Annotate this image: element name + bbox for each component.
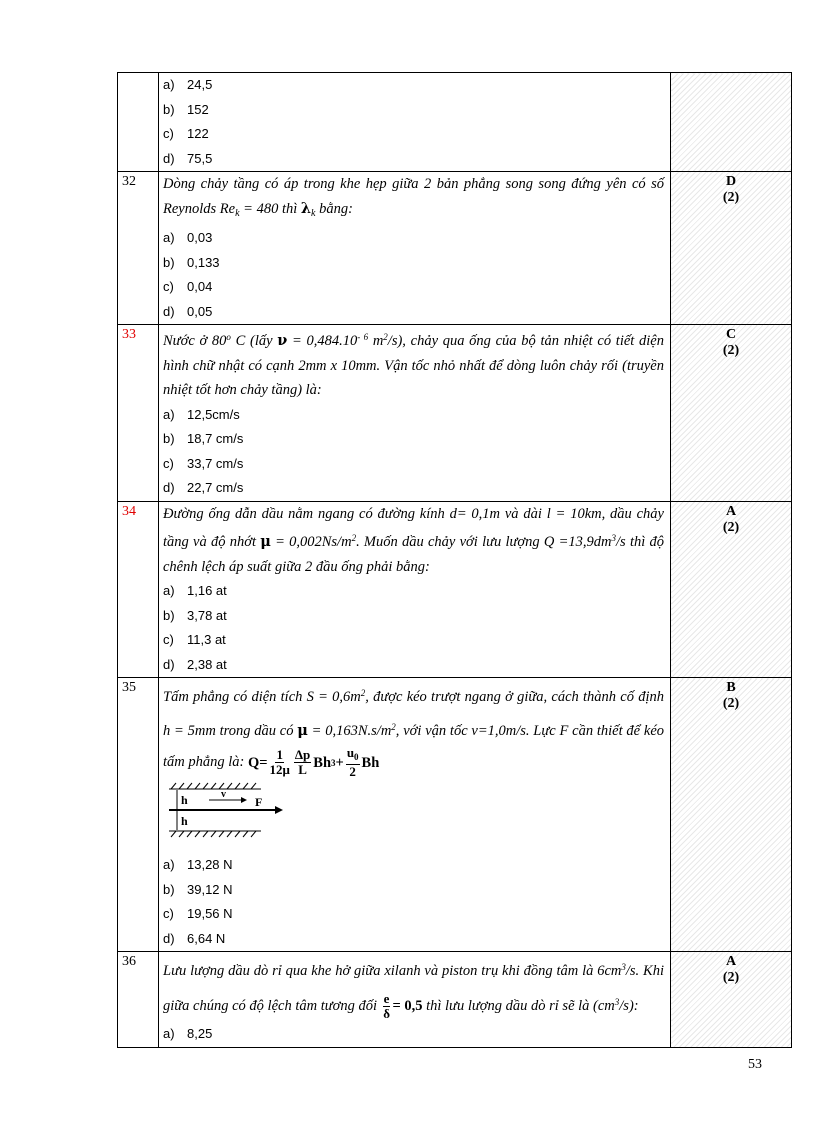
option-a: a) 12,5cm/s bbox=[163, 406, 240, 422]
answer-points: (2) bbox=[722, 190, 740, 205]
force-label: F bbox=[255, 795, 263, 809]
answer-letter: B bbox=[726, 680, 736, 695]
plate-diagram-svg bbox=[165, 779, 295, 849]
option-b: b) 0,133 bbox=[163, 254, 220, 270]
option-a: a) 0,03 bbox=[163, 230, 213, 245]
option-d: d) 0,05 bbox=[163, 303, 213, 319]
question-number: 32 bbox=[118, 172, 159, 325]
top-wall-hatch bbox=[171, 783, 256, 789]
question-stem: Nước ở 80$^o$ C (lấy $\nu = 0,484.10^{- 6}$ $m^2/s$), chảy qua ống của bộ tản nhiệt có tiết diện hình chữ nhật có cạnh 2mm x 10mm. Vận tốc nhỏ nhất để dòng luôn chảy rối (truyền nhiệt tốt hơn chảy tầng) là: bbox=[163, 332, 664, 398]
question-number: 36 bbox=[118, 952, 159, 1048]
flow-formula: Q = $\frac{1}{12\mu}$ $\frac{\Delta p}{L}$ Bh 3 + $\frac{u_0}{2}$ Bh bbox=[247, 745, 380, 779]
eccentricity-ratio: $\frac{e}{\delta}$ = 0,5 bbox=[383, 991, 423, 1022]
option-b: b) 3,78 at bbox=[163, 607, 227, 623]
option-d: d) 6,64 N bbox=[163, 930, 226, 946]
answer-cell bbox=[671, 172, 792, 325]
option-b: b) 152 bbox=[163, 101, 209, 117]
bottom-wall-hatch bbox=[171, 831, 256, 837]
gap-label-bottom: h bbox=[181, 814, 188, 828]
answer-cell bbox=[671, 73, 792, 172]
force-arrow-head bbox=[275, 806, 283, 814]
answer-points: (2) bbox=[722, 970, 740, 985]
option-b: b) 39,12 N bbox=[163, 881, 233, 897]
option-a: a) 1,16 at bbox=[163, 583, 227, 598]
option-d: d) 22,7 cm/s bbox=[163, 480, 244, 495]
option-d: d) 75,5 bbox=[163, 150, 213, 166]
question-body bbox=[159, 172, 671, 325]
option-a: a) 24,5 bbox=[163, 77, 213, 92]
question-body bbox=[159, 678, 671, 952]
velocity-label: v bbox=[221, 789, 226, 800]
question-row-continued bbox=[118, 73, 792, 172]
question-body bbox=[159, 501, 671, 678]
question-row-35 bbox=[118, 678, 792, 952]
option-c: c) 11,3 at bbox=[163, 632, 226, 647]
option-c: c) 0,04 bbox=[163, 279, 213, 294]
answer-cell bbox=[671, 952, 792, 1048]
option-a: a) 13,28 N bbox=[163, 857, 233, 872]
answer-points: (2) bbox=[722, 519, 740, 535]
option-a: a) 8,25 bbox=[163, 1026, 213, 1042]
question-stem: Dòng chảy tầng có áp trong khe hẹp giữa 2 bản phẳng song song đứng yên có số Reynolds $Re_k = 480$ thì $\lambda_k$ bằng: bbox=[163, 176, 664, 219]
question-stem: Đường ống dẫn dầu nằm ngang có đường kính d= 0,1m và dài l = 10km, dầu chảy tầng và độ nhớt $\mu = 0,002Ns/m^2$. Muốn dầu chảy với lưu lượng $Q =13,9dm^3/s$ thì độ chênh lệch áp suất giữa 2 đầu ống phải bằng: bbox=[163, 505, 664, 575]
question-body bbox=[159, 952, 671, 1048]
question-stem: Lưu lượng dầu dò rỉ qua khe hở giữa xilanh và piston trụ khi đồng tâm là $6cm^3/s$. Khi giữa chúng có độ lệch tâm tương đối $\frac{e}{\delta}$ = 0,5 thì lưu lượng dầu dò rỉ sẽ là $(cm^3/s)$: bbox=[163, 962, 664, 1022]
velocity-arrow-head bbox=[241, 797, 247, 803]
question-row-36 bbox=[118, 952, 792, 1048]
question-number bbox=[118, 73, 159, 172]
question-body bbox=[159, 325, 671, 502]
answer-points: (2) bbox=[722, 696, 740, 711]
answer-letter: D bbox=[725, 174, 737, 189]
question-table bbox=[117, 72, 792, 1048]
plate-diagram bbox=[163, 779, 664, 853]
answer-letter: A bbox=[725, 954, 737, 969]
question-number: 35 bbox=[118, 678, 159, 952]
question-number: 33 bbox=[118, 325, 159, 502]
option-d: d) 2,38 at bbox=[163, 656, 227, 672]
option-c: c) 19,56 N bbox=[163, 906, 233, 921]
answer-points: (2) bbox=[722, 343, 740, 358]
answer-cell bbox=[671, 678, 792, 952]
question-stem: Tấm phẳng có diện tích $S = 0,6m^2$, được kéo trượt ngang ở giữa, cách thành cố định h = 5mm trong dầu có $\mu = 0,163N.s/m^2$, với vận tốc v=1,0m/s. Lực F cần thiết để kéo tấm phẳng là: Q = $\frac{1}{12\mu}$ $\frac{\Delta p}{L}$ Bh 3 + $\frac{u_0}{2}$ Bh bbox=[163, 688, 664, 779]
option-c: c) 33,7 cm/s bbox=[163, 455, 244, 471]
answer-letter: A bbox=[725, 503, 737, 519]
question-row-33 bbox=[118, 325, 792, 502]
question-body bbox=[159, 73, 671, 172]
gap-label-top: h bbox=[181, 793, 188, 807]
question-row-34 bbox=[118, 501, 792, 678]
answer-cell bbox=[671, 501, 792, 678]
question-number: 34 bbox=[118, 501, 159, 678]
option-c: c) 122 bbox=[163, 126, 209, 141]
page-number: 53 bbox=[748, 1057, 762, 1072]
answer-cell bbox=[671, 325, 792, 502]
question-row-32 bbox=[118, 172, 792, 325]
option-b: b) 18,7 cm/s bbox=[163, 431, 244, 446]
answer-letter: C bbox=[725, 327, 737, 342]
